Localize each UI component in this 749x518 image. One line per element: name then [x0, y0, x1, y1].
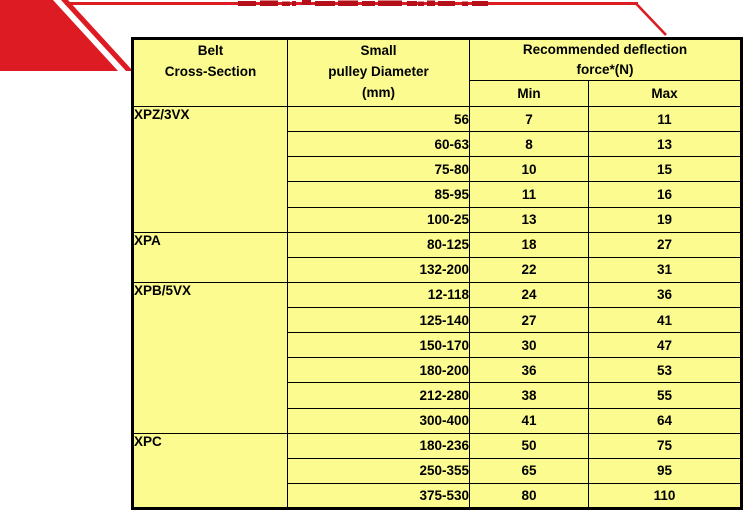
banner-right-diagonal	[636, 4, 666, 36]
pulley-diameter-cell: 132-200	[288, 257, 470, 282]
min-force-cell: 36	[470, 358, 589, 383]
min-force-cell: 38	[470, 383, 589, 408]
pulley-diameter-cell: 180-200	[288, 358, 470, 383]
pulley-header-line3: (mm)	[362, 85, 395, 100]
table-body	[133, 107, 742, 509]
pulley-diameter-cell: 180-236	[288, 433, 470, 458]
max-force-cell: 64	[589, 408, 742, 433]
min-header: Min	[470, 81, 589, 107]
table-row	[133, 282, 742, 307]
belt-section-cell: XPA	[133, 232, 288, 282]
header-row-main	[133, 39, 742, 81]
max-force-cell: 110	[589, 483, 742, 508]
pulley-diameter-cell: 56	[288, 107, 470, 132]
max-force-cell: 19	[589, 207, 742, 232]
min-force-cell: 8	[470, 132, 589, 157]
pulley-diameter-cell: 85-95	[288, 182, 470, 207]
min-force-cell: 11	[470, 182, 589, 207]
belt-cross-section-header	[133, 39, 288, 107]
min-force-cell: 18	[470, 232, 589, 257]
belt-section-cell: XPB/5VX	[133, 282, 288, 433]
min-force-cell: 7	[470, 107, 589, 132]
pulley-header-line1: Small	[360, 43, 397, 58]
deflection-force-header	[470, 39, 742, 81]
max-force-cell: 31	[589, 257, 742, 282]
min-force-cell: 41	[470, 408, 589, 433]
max-force-cell: 27	[589, 232, 742, 257]
pulley-diameter-cell: 300-400	[288, 408, 470, 433]
table-row	[133, 433, 742, 458]
min-force-cell: 13	[470, 207, 589, 232]
belt-header-line2: Cross-Section	[164, 64, 257, 79]
pulley-diameter-cell: 375-530	[288, 483, 470, 508]
pulley-diameter-header	[288, 39, 470, 107]
max-force-cell: 95	[589, 458, 742, 483]
force-header-line1: Recommended deflection	[522, 42, 688, 57]
min-force-cell: 27	[470, 308, 589, 333]
pulley-diameter-cell: 150-170	[288, 333, 470, 358]
pulley-diameter-cell: 12-118	[288, 282, 470, 307]
max-force-cell: 16	[589, 182, 742, 207]
pulley-diameter-cell: 125-140	[288, 308, 470, 333]
table-row	[133, 232, 742, 257]
max-force-cell: 41	[589, 308, 742, 333]
min-force-cell: 24	[470, 282, 589, 307]
min-force-cell: 65	[470, 458, 589, 483]
cutoff-title-fragments	[238, 0, 488, 6]
max-force-cell: 36	[589, 282, 742, 307]
max-force-cell: 13	[589, 132, 742, 157]
pulley-header-line2: pulley Diameter	[328, 64, 429, 79]
min-force-cell: 80	[470, 483, 589, 508]
table-header	[133, 39, 742, 107]
pulley-diameter-cell: 75-80	[288, 157, 470, 182]
min-force-cell: 50	[470, 433, 589, 458]
min-force-cell: 22	[470, 257, 589, 282]
pulley-diameter-cell: 250-355	[288, 458, 470, 483]
table-row	[133, 107, 742, 132]
belt-section-cell: XPC	[133, 433, 288, 508]
belt-header-line1: Belt	[197, 43, 224, 58]
max-header: Max	[589, 81, 742, 107]
min-force-cell: 30	[470, 333, 589, 358]
max-force-cell: 55	[589, 383, 742, 408]
pulley-diameter-cell: 60-63	[288, 132, 470, 157]
pulley-diameter-cell: 100-25	[288, 207, 470, 232]
pulley-diameter-cell: 80-125	[288, 232, 470, 257]
deflection-force-table	[131, 37, 743, 510]
max-force-cell: 15	[589, 157, 742, 182]
max-force-cell: 47	[589, 333, 742, 358]
min-force-cell: 10	[470, 157, 589, 182]
max-force-cell: 75	[589, 433, 742, 458]
max-force-cell: 11	[589, 107, 742, 132]
max-force-cell: 53	[589, 358, 742, 383]
belt-section-cell: XPZ/3VX	[133, 107, 288, 233]
pulley-diameter-cell: 212-280	[288, 383, 470, 408]
force-header-line2: force*(N)	[576, 62, 634, 77]
